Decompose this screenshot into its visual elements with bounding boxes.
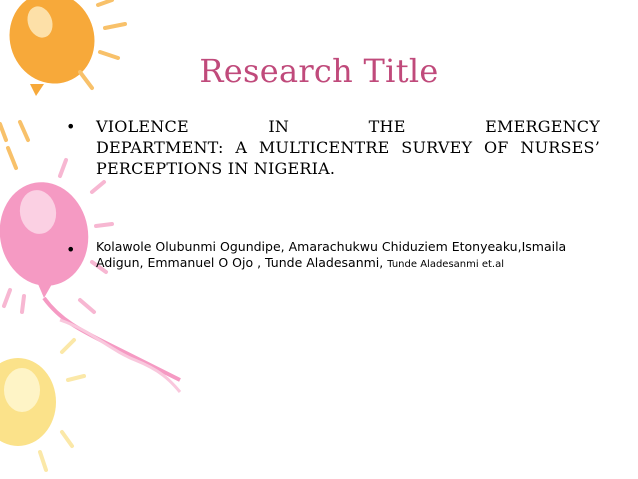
authors-small: Tunde Aladesanmi et.al: [387, 259, 504, 270]
pink-string-icon: [60, 320, 180, 392]
bullet-marker: •: [66, 240, 76, 259]
authors-main: Kolawole Olubunmi Ogundipe, Amarachukwu Chiduziem Etonyeaku,Ismaila Adigun, Emmanuel O Ojo , Tunde Aladesanmi,: [96, 239, 567, 270]
slide-title: Research Title: [199, 52, 439, 90]
yellow-balloon-icon: [0, 358, 56, 446]
authors-text: [96, 239, 596, 273]
bullet-marker: •: [66, 117, 76, 136]
research-title-text: [96, 116, 600, 179]
research-title-line1: VIOLENCE IN THE EMERGENCY: [96, 117, 600, 136]
research-title-rest: DEPARTMENT: A MULTICENTRE SURVEY OF NURSES’ PERCEPTIONS IN NIGERIA.: [96, 138, 600, 178]
pink-balloon-icon: [0, 175, 180, 380]
